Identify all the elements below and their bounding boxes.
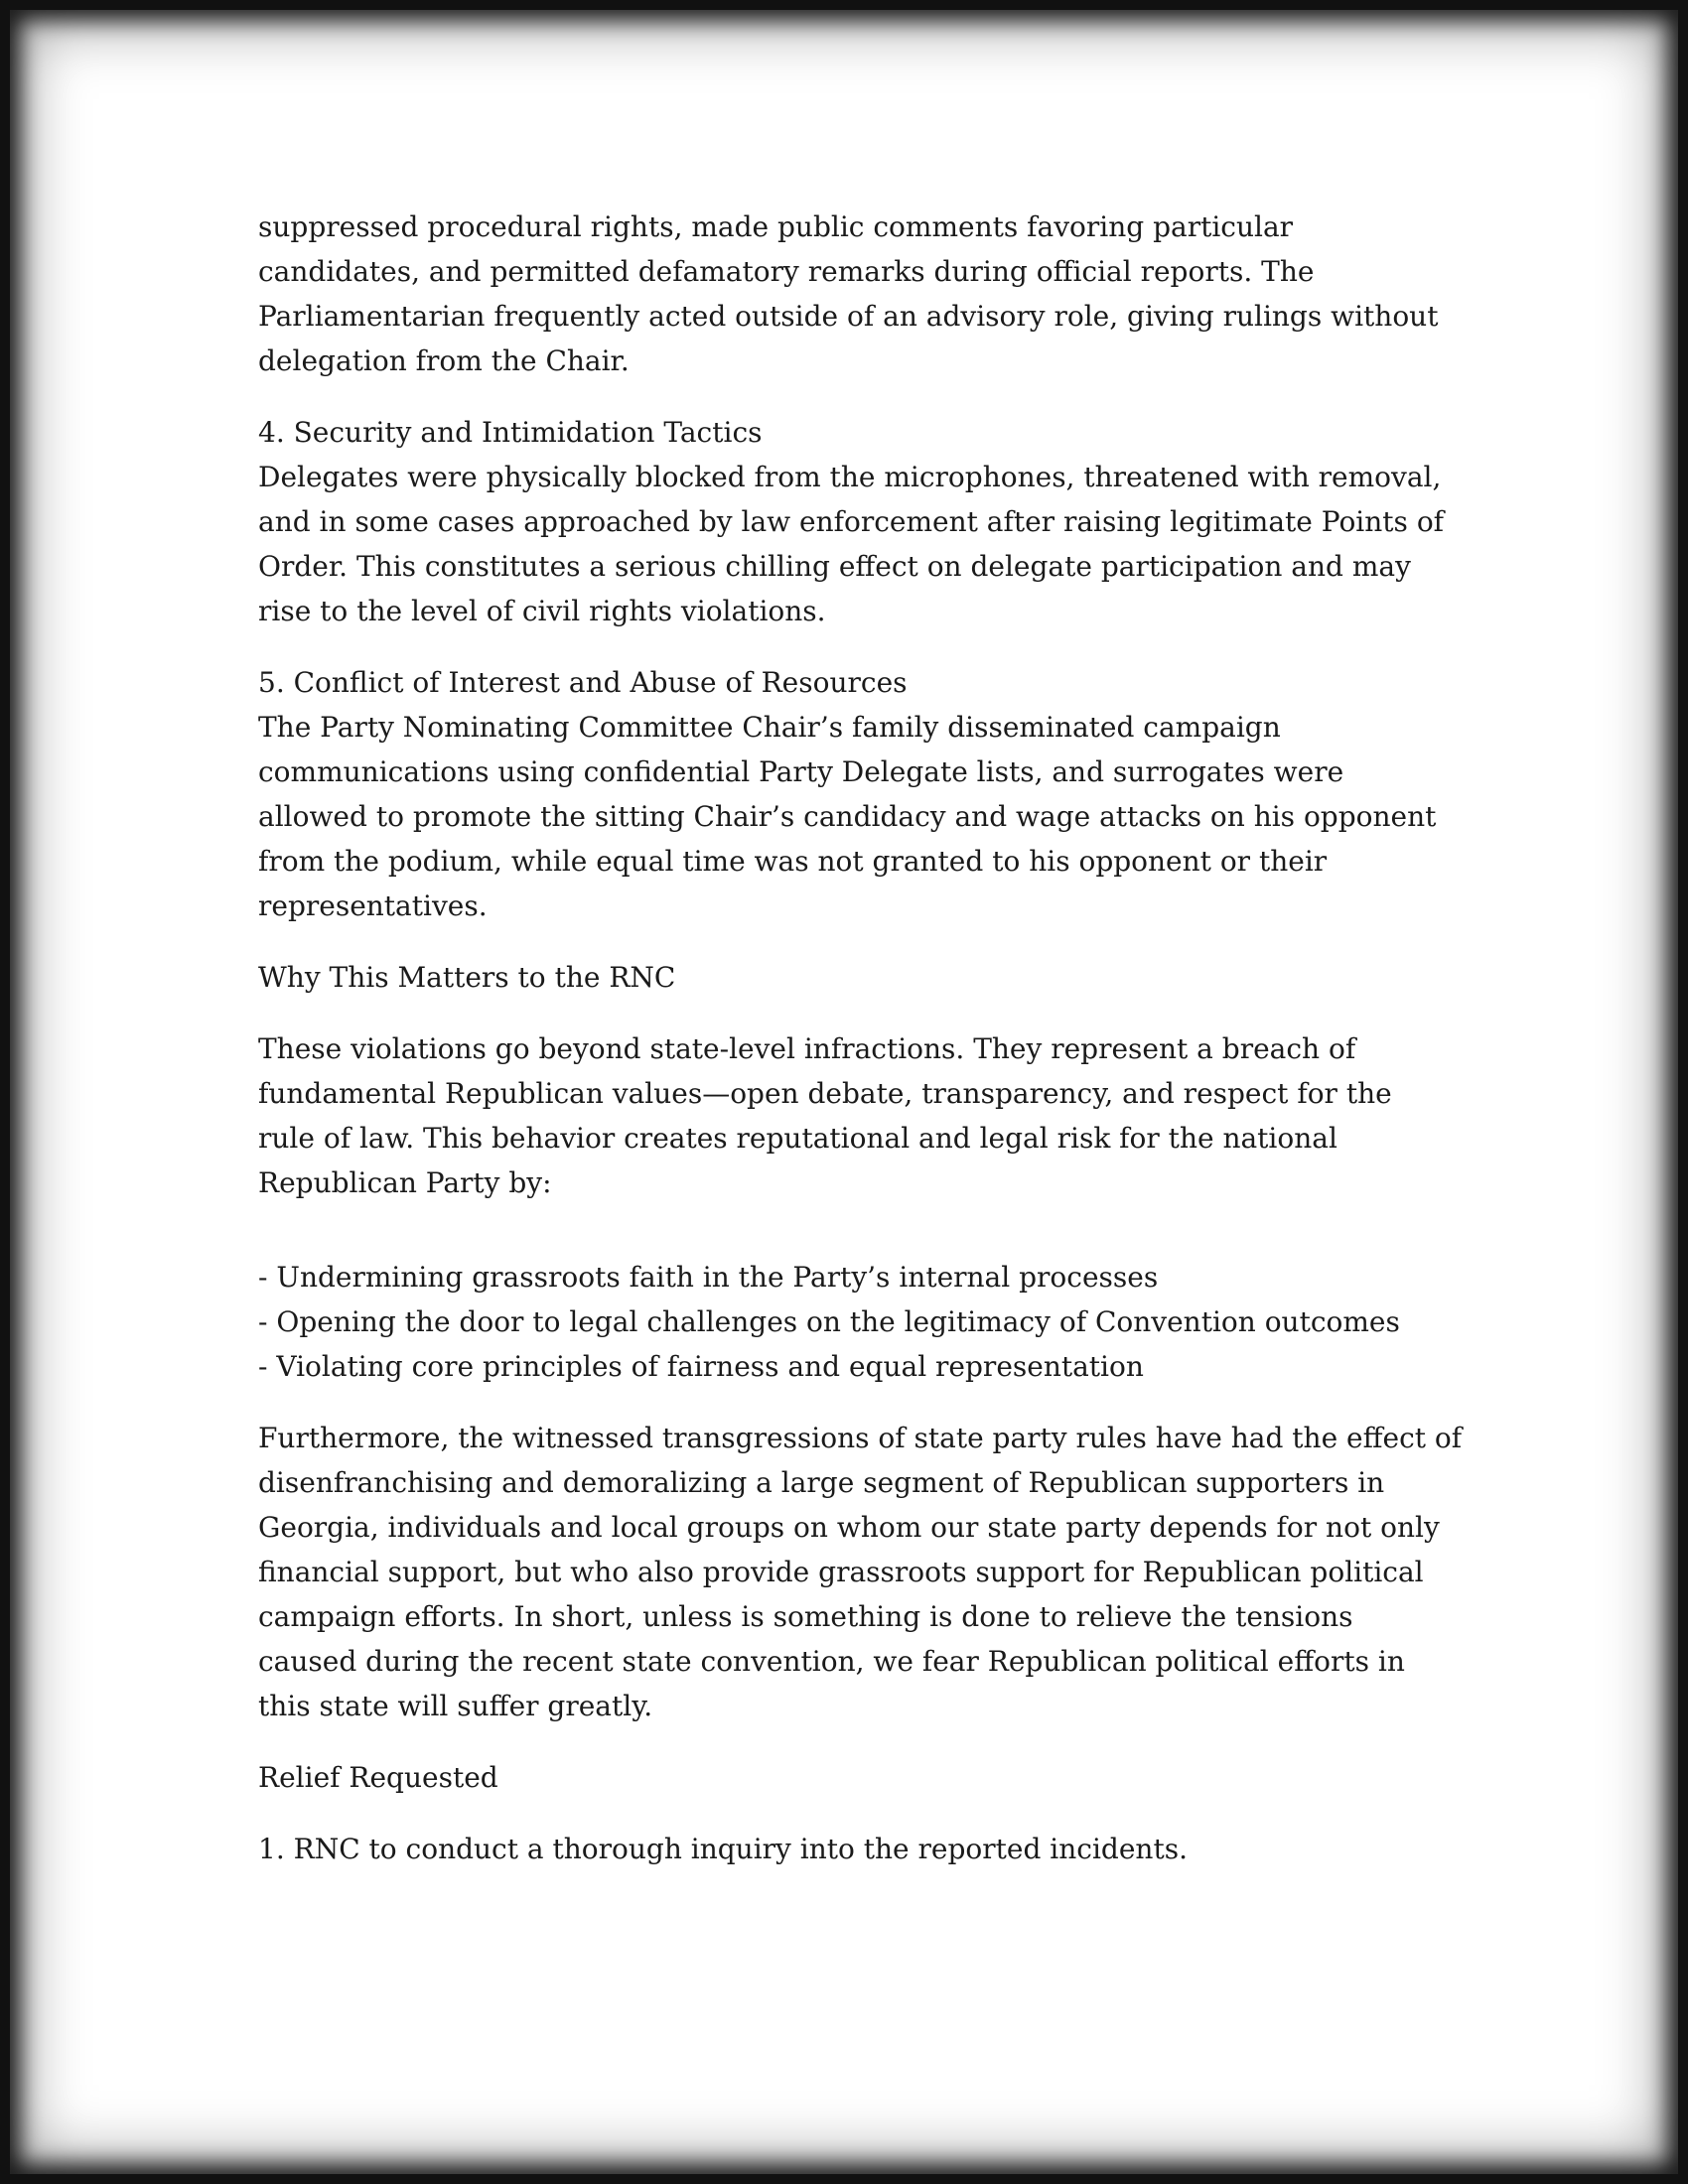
bullet-item: - Violating core principles of fairness and equal representation xyxy=(258,1350,1144,1383)
why-heading: Why This Matters to the RNC xyxy=(258,961,676,994)
section-4-body: Delegates were physically blocked from the microphones, threatened with removal, and in some cases approached by law enforcement after raising legitimate Points of Order. This constitutes a serious chilling effect on delegate participation and may rise to the level of civil rights violations. xyxy=(258,461,1445,627)
bullet-item: - Opening the door to legal challenges on the legitimacy of Convention outcomes xyxy=(258,1305,1400,1338)
why-body: These violations go beyond state-level infractions. They represent a breach of fundamental Republican values—open debate, transparency, and respect for the rule of law. This behavior creates reputational and legal risk for the national Republican Party by: xyxy=(258,1032,1392,1199)
relief-heading: Relief Requested xyxy=(258,1761,498,1794)
section-4-heading: 4. Security and Intimidation Tactics xyxy=(258,416,763,449)
section-5-heading: 5. Conflict of Interest and Abuse of Resources xyxy=(258,666,908,699)
relief-item-1: 1. RNC to conduct a thorough inquiry into the reported incidents. xyxy=(258,1833,1188,1865)
section-5-body: The Party Nominating Committee Chair’s family disseminated campaign communications using confidential Party Delegate lists, and surrogates were allowed to promote the sitting Chair’s candidacy and wage attacks on his opponent from the podium, while equal time was not granted to his opponent or their representatives. xyxy=(258,711,1437,922)
document-page xyxy=(10,10,1678,2174)
continued-paragraph: suppressed procedural rights, made public comments favoring particular candidates, and permitted defamatory remarks during official reports. The Parliamentarian frequently acted outside of an advisory role, giving rulings without delegation from the Chair. xyxy=(258,210,1439,377)
document-body xyxy=(258,205,1479,1871)
furthermore-paragraph: Furthermore, the witnessed transgressions of state party rules have had the effect of disenfranchising and demoralizing a large segment of Republican supporters in Georgia, individuals and local groups on whom our state party depends for not only financial support, but who also provide grassroots support for Republican political campaign efforts. In short, unless is something is done to relieve the tensions caused during the recent state convention, we fear Republican political efforts in this state will suffer greatly. xyxy=(258,1422,1463,1722)
bullet-item: - Undermining grassroots faith in the Party’s internal processes xyxy=(258,1261,1159,1294)
